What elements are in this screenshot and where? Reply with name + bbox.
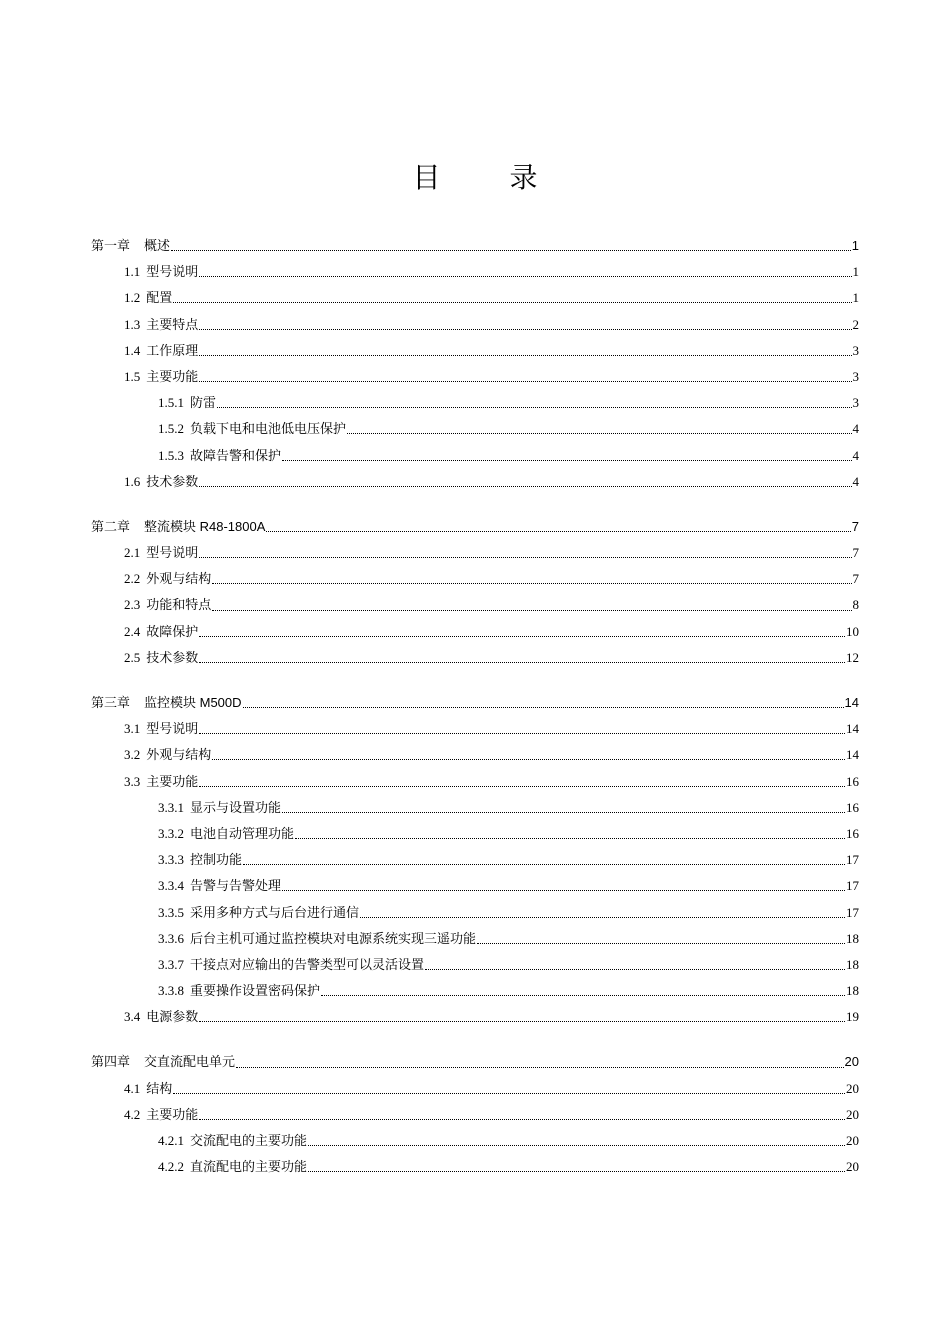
toc-entry-title: 电池自动管理功能 xyxy=(190,825,295,841)
toc-entry-title: 主要功能 xyxy=(146,773,199,789)
toc-section-entry[interactable] xyxy=(91,259,859,285)
toc-section-entry[interactable] xyxy=(91,847,859,873)
toc-page-number: 10 xyxy=(846,623,859,639)
toc-section-entry[interactable] xyxy=(91,469,859,495)
toc-entry-number: 3.3.3 xyxy=(158,852,184,868)
toc-entry-title: 显示与设置功能 xyxy=(190,799,282,815)
toc-entry-title: 告警与告警处理 xyxy=(190,878,282,894)
toc-dot-leader xyxy=(199,1118,845,1120)
toc-dot-leader xyxy=(212,758,845,760)
toc-dot-leader xyxy=(212,609,851,611)
toc-entry-title: 主要功能 xyxy=(146,1106,199,1122)
toc-entry-title: 整流模块 R48-1800A xyxy=(144,518,266,534)
toc-page-number: 1 xyxy=(851,238,859,253)
toc-dot-leader xyxy=(173,1092,845,1094)
toc-page-number: 16 xyxy=(846,799,859,815)
toc-dot-leader xyxy=(199,661,845,663)
toc-entry-number: 1.6 xyxy=(124,473,141,489)
toc-dot-leader xyxy=(199,785,845,787)
toc-chapter-entry[interactable] xyxy=(91,233,859,259)
toc-dot-leader xyxy=(199,275,851,277)
toc-dot-leader xyxy=(282,459,851,461)
toc-page-number: 14 xyxy=(846,721,859,737)
toc-page-number: 20 xyxy=(846,1159,859,1175)
toc-page-number: 2 xyxy=(852,316,859,332)
toc-entry-number: 1.2 xyxy=(124,290,141,306)
toc-dot-leader xyxy=(171,249,851,251)
toc-section-entry[interactable] xyxy=(91,952,859,978)
toc-dot-leader xyxy=(360,916,845,918)
toc-entry-title: 主要功能 xyxy=(146,368,199,384)
toc-section-entry[interactable] xyxy=(91,1102,859,1128)
toc-section-entry[interactable] xyxy=(91,1004,859,1030)
toc-page-number: 18 xyxy=(846,956,859,972)
page-title: 目 录 xyxy=(412,161,568,194)
toc-dot-leader xyxy=(236,1066,844,1068)
toc-page-number: 20 xyxy=(846,1133,859,1148)
toc-page-number: 3 xyxy=(852,342,859,358)
toc-page-number: 20 xyxy=(844,1054,859,1070)
toc-page-number: 7 xyxy=(852,545,859,561)
toc-entry-number: 3.3.5 xyxy=(158,904,184,920)
toc-section-entry[interactable] xyxy=(91,1076,859,1102)
toc-entry-title: 技术参数 xyxy=(146,473,199,489)
toc-section-entry[interactable] xyxy=(91,926,859,952)
toc-page-number: 16 xyxy=(846,825,859,841)
toc-chapter-entry[interactable] xyxy=(91,1049,859,1075)
toc-entry-number: 4.2.1 xyxy=(158,1133,184,1148)
toc-entry-title: 重要操作设置密码保护 xyxy=(190,983,321,999)
toc-section-entry[interactable] xyxy=(91,742,859,768)
toc-entry-number: 2.5 xyxy=(124,649,141,665)
toc-dot-leader xyxy=(282,889,845,891)
toc-dot-leader xyxy=(217,406,851,408)
toc-dot-leader xyxy=(243,863,845,865)
toc-page-number: 17 xyxy=(846,852,859,868)
toc-entry-number: 1.5.1 xyxy=(158,395,184,411)
toc-section-entry[interactable] xyxy=(91,619,859,645)
toc-dot-leader xyxy=(347,432,851,434)
toc-entry-number: 2.4 xyxy=(124,623,141,639)
toc-entry-number: 3.4 xyxy=(124,1009,141,1025)
toc-entry-title: 电源参数 xyxy=(146,1009,199,1025)
toc-section-entry[interactable] xyxy=(91,873,859,899)
toc-entry-number: 2.3 xyxy=(124,597,141,613)
toc-entry-title: 监控模块 M500D xyxy=(144,695,242,710)
toc-page-number: 4 xyxy=(852,421,859,437)
toc-chapter-entry[interactable] xyxy=(91,690,859,716)
toc-page-number: 3 xyxy=(852,395,859,411)
toc-page-number: 12 xyxy=(846,649,859,665)
toc-entry-title: 控制功能 xyxy=(190,852,243,868)
toc-entry-title: 交直流配电单元 xyxy=(144,1054,236,1070)
toc-dot-leader xyxy=(199,556,851,558)
toc-page-number: 20 xyxy=(846,1106,859,1122)
toc-entry-title: 直流配电的主要功能 xyxy=(190,1159,308,1175)
toc-dot-leader xyxy=(199,485,851,487)
toc-entry-title: 故障保护 xyxy=(146,623,199,639)
toc-entry-number: 3.3.7 xyxy=(158,956,184,972)
toc-dot-leader xyxy=(308,1144,845,1146)
toc-page-number: 3 xyxy=(852,368,859,384)
toc-entry-number: 3.3.1 xyxy=(158,799,184,815)
toc-entry-number: 第四章 xyxy=(91,1054,131,1070)
toc-section-entry[interactable] xyxy=(91,978,859,1004)
toc-page-number: 4 xyxy=(852,447,859,463)
toc-page-number: 8 xyxy=(852,597,859,613)
toc-section-entry[interactable] xyxy=(91,769,859,795)
toc-dot-leader xyxy=(282,811,845,813)
toc-entry-number: 4.2.2 xyxy=(158,1159,184,1175)
toc-page-number: 17 xyxy=(846,878,859,894)
toc-entry-number: 4.1 xyxy=(124,1080,141,1096)
toc-entry-title: 配置 xyxy=(146,290,173,306)
toc-entry-title: 后台主机可通过监控模块对电源系统实现三遥功能 xyxy=(190,930,477,946)
toc-entry-number: 2.2 xyxy=(124,571,141,587)
toc-entry-number: 3.3.6 xyxy=(158,930,184,946)
toc-dot-leader xyxy=(199,732,845,734)
toc-entry-number: 3.3 xyxy=(124,773,141,789)
toc-entry-number: 3.2 xyxy=(124,747,141,763)
toc-section-entry[interactable] xyxy=(91,1154,859,1180)
toc-section-entry[interactable] xyxy=(91,592,859,618)
toc-section-entry[interactable] xyxy=(91,900,859,926)
toc-dot-leader xyxy=(321,994,845,996)
toc-page-number: 17 xyxy=(846,904,859,920)
toc-dot-leader xyxy=(199,635,845,637)
toc-dot-leader xyxy=(173,301,851,303)
toc-section-entry[interactable] xyxy=(91,716,859,742)
toc-entry-number: 第一章 xyxy=(91,238,131,253)
toc-entry-title: 故障告警和保护 xyxy=(190,447,282,463)
toc-page-number: 7 xyxy=(851,518,859,534)
toc-section-entry[interactable] xyxy=(91,285,859,311)
toc-dot-leader xyxy=(199,1020,845,1022)
toc-entry-title: 外观与结构 xyxy=(146,571,212,587)
toc-entry-title: 型号说明 xyxy=(146,545,199,561)
toc-entry-number: 第二章 xyxy=(91,518,131,534)
toc-entry-number: 2.1 xyxy=(124,545,141,561)
toc-entry-number: 3.1 xyxy=(124,721,141,737)
toc-page-number: 1 xyxy=(852,290,859,306)
toc-page-number: 14 xyxy=(846,747,859,763)
toc-entry-number: 3.3.8 xyxy=(158,983,184,999)
toc-entry-title: 外观与结构 xyxy=(146,747,212,763)
toc-page-number: 1 xyxy=(852,264,859,280)
toc-entry-number: 第三章 xyxy=(91,695,131,710)
toc-entry-number: 3.3.2 xyxy=(158,825,184,841)
toc-entry-title: 采用多种方式与后台进行通信 xyxy=(190,904,360,920)
toc-entry-number: 1.3 xyxy=(124,316,141,332)
toc-entry-number: 1.5.3 xyxy=(158,447,184,463)
toc-entry-number: 1.1 xyxy=(124,264,141,280)
toc-section-entry[interactable] xyxy=(91,364,859,390)
toc-entry-title: 干接点对应输出的告警类型可以灵活设置 xyxy=(190,956,425,972)
table-of-contents xyxy=(91,233,859,1180)
toc-dot-leader xyxy=(199,354,851,356)
toc-entry-title: 负载下电和电池低电压保护 xyxy=(190,421,347,437)
toc-section-entry[interactable] xyxy=(91,312,859,338)
toc-page-number: 19 xyxy=(846,1009,859,1025)
toc-entry-title: 型号说明 xyxy=(146,264,199,280)
toc-page-number: 14 xyxy=(844,695,859,710)
toc-chapter-entry[interactable] xyxy=(91,514,859,540)
toc-section-entry[interactable] xyxy=(91,416,859,442)
toc-dot-leader xyxy=(199,328,851,330)
toc-entry-title: 防雷 xyxy=(190,395,217,411)
toc-dot-leader xyxy=(477,942,845,944)
toc-page-number: 18 xyxy=(846,983,859,999)
toc-section-entry[interactable] xyxy=(91,821,859,847)
toc-section-entry[interactable] xyxy=(91,443,859,469)
toc-entry-title: 概述 xyxy=(144,238,171,253)
toc-page-number: 4 xyxy=(852,473,859,489)
toc-entry-title: 技术参数 xyxy=(146,649,199,665)
toc-entry-title: 交流配电的主要功能 xyxy=(190,1133,308,1148)
toc-dot-leader xyxy=(243,706,844,708)
toc-section-entry[interactable] xyxy=(91,390,859,416)
toc-entry-number: 4.2 xyxy=(124,1106,141,1122)
toc-section-entry[interactable] xyxy=(91,540,859,566)
toc-page-number: 18 xyxy=(846,930,859,946)
toc-dot-leader xyxy=(295,837,845,839)
toc-section-entry[interactable] xyxy=(91,566,859,592)
toc-entry-title: 工作原理 xyxy=(146,342,199,358)
toc-section-entry[interactable] xyxy=(91,338,859,364)
toc-section-entry[interactable] xyxy=(91,1128,859,1154)
toc-entry-title: 型号说明 xyxy=(146,721,199,737)
toc-dot-leader xyxy=(199,380,851,382)
toc-dot-leader xyxy=(266,530,850,532)
toc-dot-leader xyxy=(212,582,851,584)
toc-entry-title: 结构 xyxy=(146,1080,173,1096)
toc-page-number: 20 xyxy=(846,1080,859,1096)
toc-section-entry[interactable] xyxy=(91,795,859,821)
toc-page-number: 7 xyxy=(852,571,859,587)
toc-dot-leader xyxy=(425,968,845,970)
toc-entry-number: 3.3.4 xyxy=(158,878,184,894)
toc-entry-number: 1.5 xyxy=(124,368,141,384)
toc-entry-number: 1.5.2 xyxy=(158,421,184,437)
toc-section-entry[interactable] xyxy=(91,645,859,671)
toc-entry-number: 1.4 xyxy=(124,342,141,358)
toc-entry-title: 功能和特点 xyxy=(146,597,212,613)
toc-dot-leader xyxy=(308,1170,845,1172)
toc-page-number: 16 xyxy=(846,773,859,789)
toc-entry-title: 主要特点 xyxy=(146,316,199,332)
